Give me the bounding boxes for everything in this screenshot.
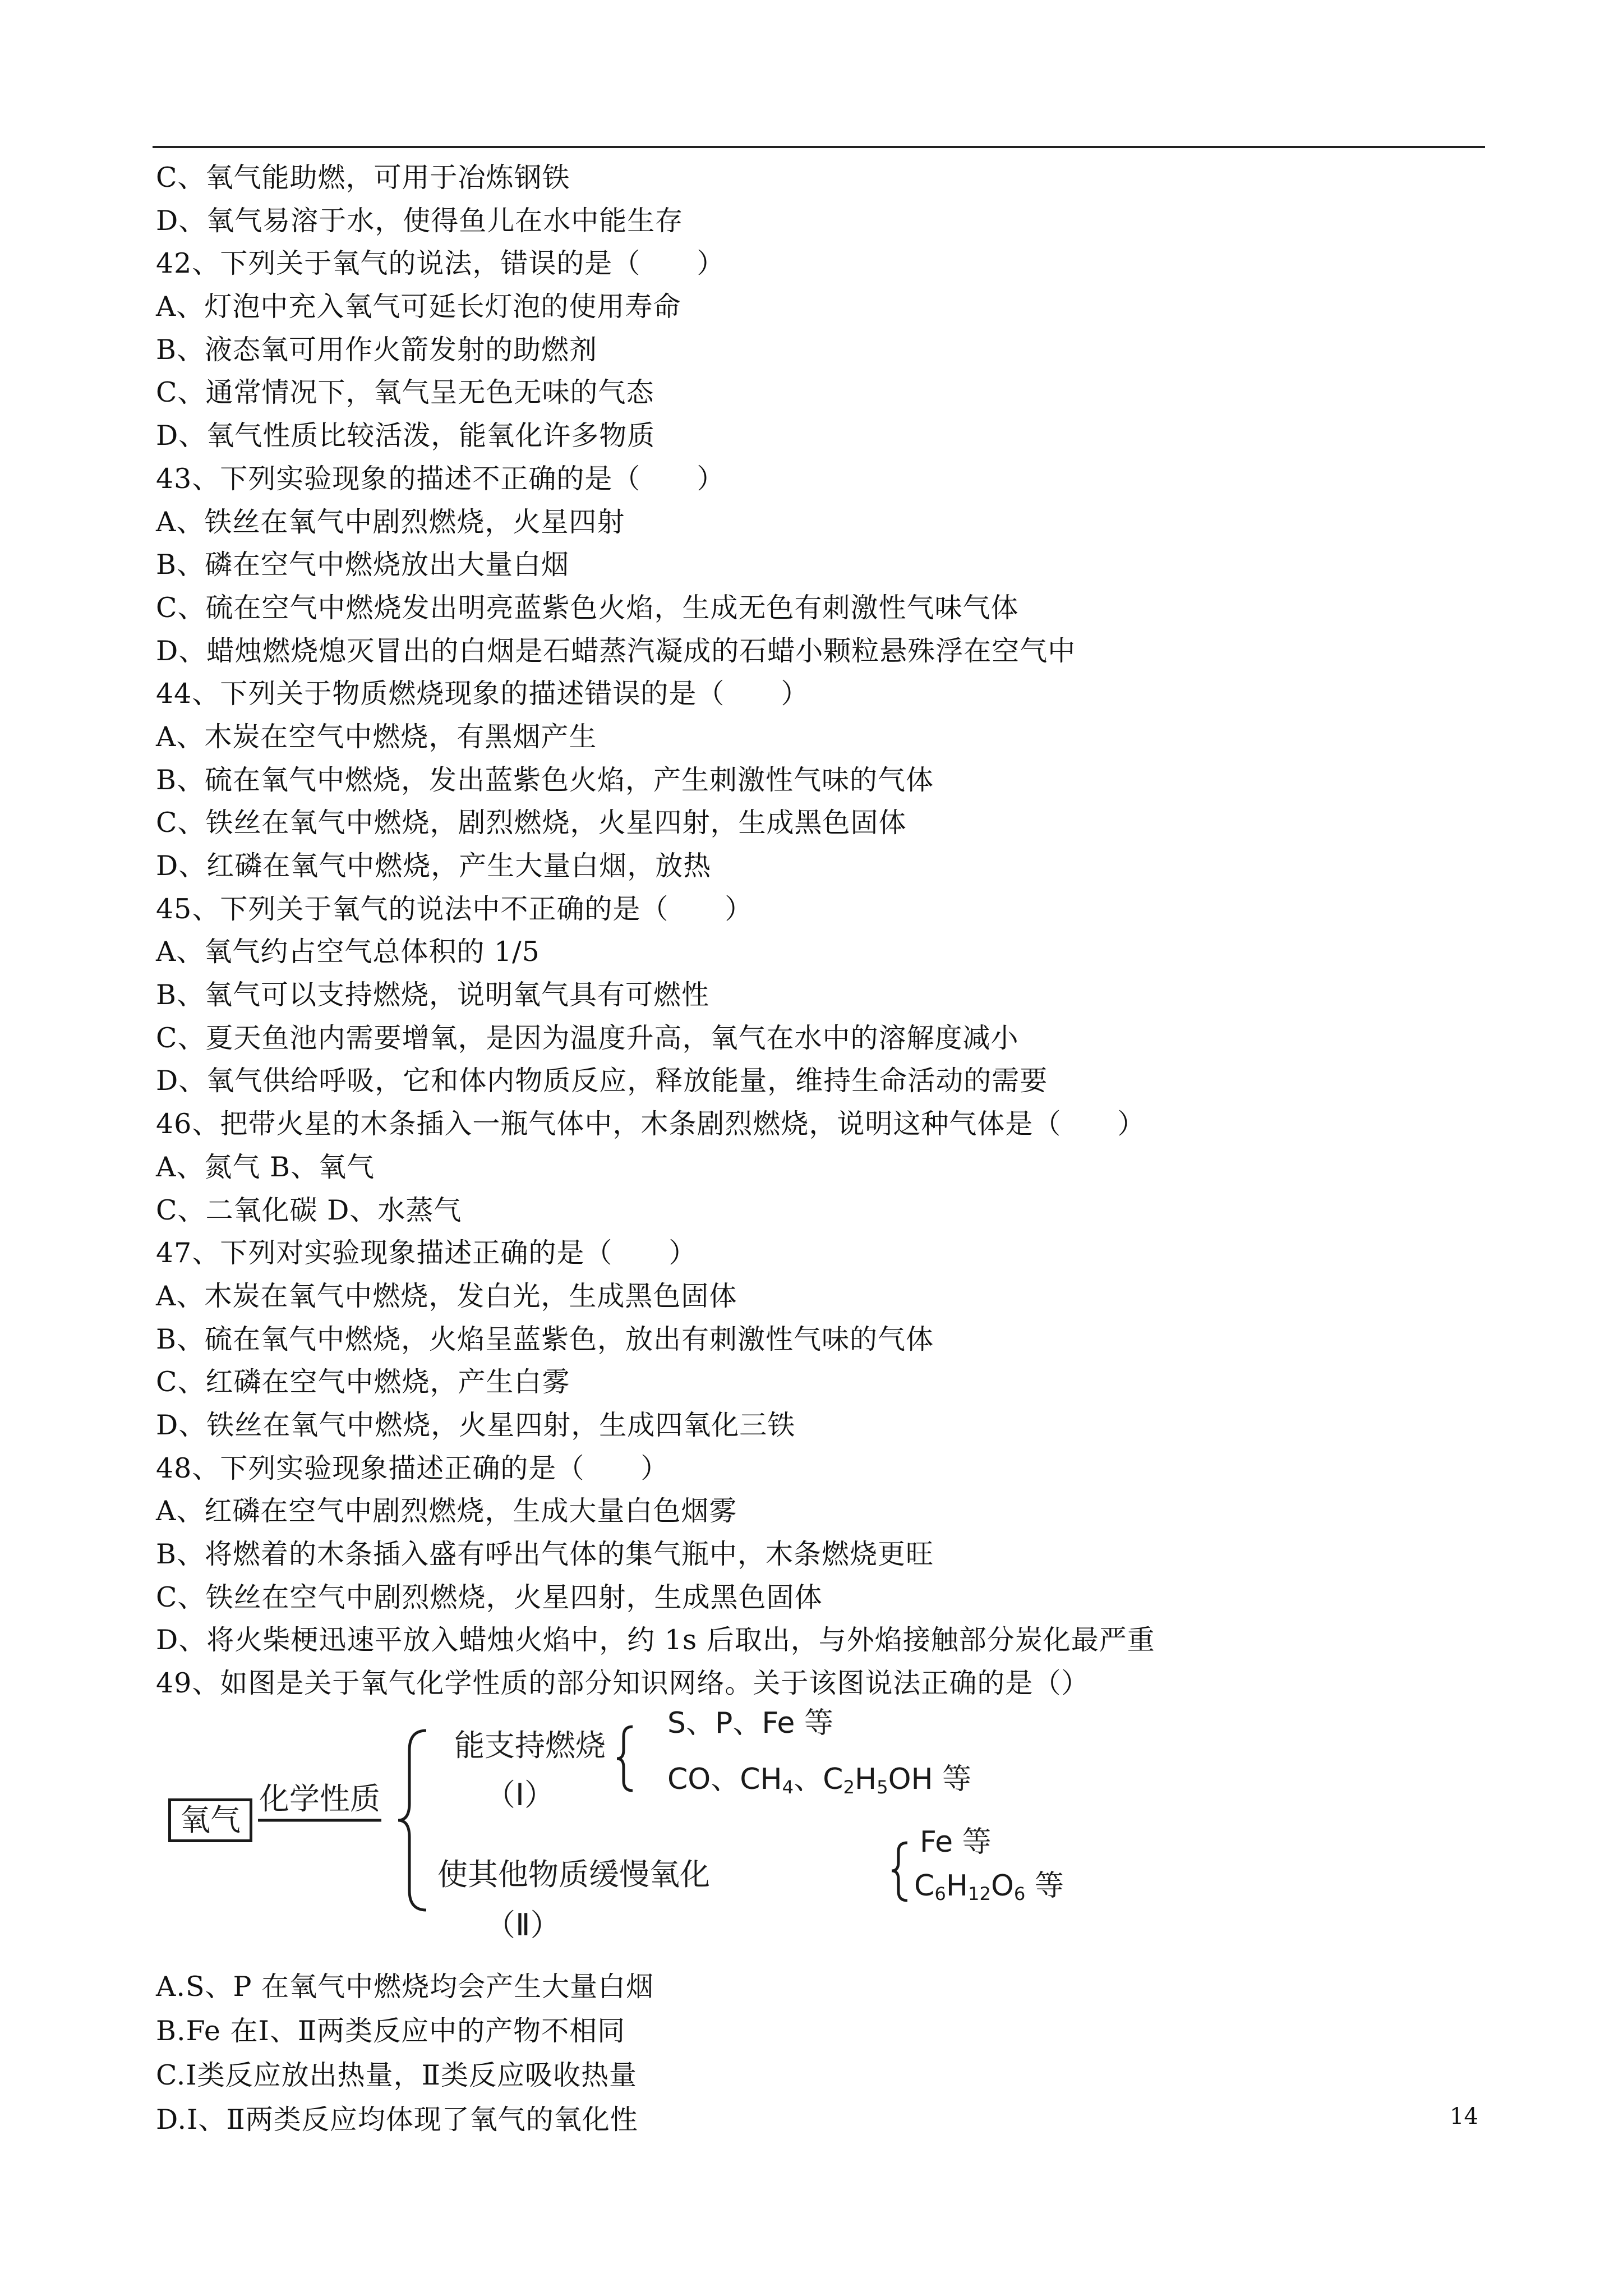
oxygen-root-box [168,1798,252,1842]
text-line: D、氧气易溶于水，使得鱼儿在水中能生存 [156,204,684,237]
option-c: C.Ⅰ类反应放出热量，Ⅱ类反应吸收热量 [156,2059,637,2091]
lower-bracket [892,1843,907,1901]
page-number: 14 [1450,2104,1478,2129]
text-line: C、铁丝在氧气中燃烧，剧烈燃烧，火星四射，生成黑色固体 [156,807,907,839]
option-d: D.Ⅰ、Ⅱ两类反应均体现了氧气的氧化性 [156,2104,638,2136]
text-line: A、铁丝在氧气中剧烈燃烧，火星四射 [156,505,625,538]
question-stem-42: 42、下列关于氧气的说法，错误的是（ ） [156,247,725,280]
text-line: D、铁丝在氧气中燃烧，火星四射，生成四氧化三铁 [156,1409,796,1441]
text-line: C、通常情况下，氧气呈无色无味的气态 [156,376,654,409]
supports-combustion-label: 能支持燃烧 [454,1728,606,1763]
text-line: D、蜡烛燃烧熄灭冒出的白烟是石蜡蒸汽凝成的石蜡小颗粒悬殊浮在空气中 [156,634,1076,667]
text-line: A、木炭在氧气中燃烧，发白光，生成黑色固体 [156,1280,737,1312]
text-line: C、夏天鱼池内需要增氧，是因为温度升高，氧气在水中的溶解度减小 [156,1022,1019,1054]
text-line: A、氧气约占空气总体积的 1/5 [156,936,540,968]
text-line: A、红磷在空气中剧烈燃烧，生成大量白色烟雾 [156,1495,737,1527]
answer-options-49 [156,1964,1479,2142]
question-stem-49: 49、如图是关于氧气化学性质的部分知识网络。关于该图说法正确的是（） [156,1667,1090,1700]
upper-item-1: S、P、Fe 等 [667,1706,833,1740]
chemical-properties-label: 化学性质 [259,1781,380,1816]
text-line: D、氧气供给呼吸，它和体内物质反应，释放能量，维持生命活动的需要 [156,1065,1048,1097]
oxygen-properties-diagram [163,1705,1064,1952]
option-a: A.S、P 在氧气中燃烧均会产生大量白烟 [156,1971,654,2003]
question-stem-44: 44、下列关于物质燃烧现象的描述错误的是（ ） [156,678,809,710]
text-line: B、硫在氧气中燃烧，发出蓝紫色火焰，产生刺激性气味的气体 [156,763,934,796]
text-line: A、木炭在空气中燃烧，有黑烟产生 [156,720,597,753]
oxygen-root-label: 氧气 [180,1802,241,1838]
text-line: C、铁丝在空气中剧烈燃烧，火星四射，生成黑色固体 [156,1581,823,1613]
upper-bracket [617,1727,633,1791]
lower-item-1: Fe 等 [920,1825,992,1859]
question-stem-46: 46、把带火星的木条插入一瓶气体中，木条剧烈燃烧，说明这种气体是（ ） [156,1108,1146,1140]
header-rule [153,146,1485,148]
text-line: D、红磷在氧气中燃烧，产生大量白烟，放热 [156,850,712,882]
text-line: D、氧气性质比较活泼，能氧化许多物质 [156,420,656,452]
lower-item-2: $C_6H_{12}O_6$ 等 [914,1869,1064,1905]
text-line: A、氮气 B、氧气 [156,1151,375,1183]
slow-oxidation-label: 使其他物质缓慢氧化 [437,1857,710,1892]
text-line: A、灯泡中充入氧气可延长灯泡的使用寿命 [156,291,681,323]
text-line: C、氧气能助燃，可用于冶炼钢铁 [156,162,570,194]
category-ii-label: （Ⅱ） [485,1907,561,1943]
text-line: D、将火柴梗迅速平放入蜡烛火焰中，约 1s 后取出，与外焰接触部分炭化最严重 [156,1624,1155,1657]
text-line: B、硫在氧气中燃烧，火焰呈蓝紫色，放出有刺激性气味的气体 [156,1323,934,1355]
text-line: B、氧气可以支持燃烧，说明氧气具有可燃性 [156,979,710,1011]
main-bracket [398,1731,426,1910]
upper-item-2: CO、$CH_4$、$C_2H_5OH$ 等 [667,1763,972,1798]
text-line: B、将燃着的木条插入盛有呼出气体的集气瓶中，木条燃烧更旺 [156,1538,934,1570]
question-stem-48: 48、下列实验现象描述正确的是（ ） [156,1452,669,1484]
text-line: B、液态氧可用作火箭发射的助燃剂 [156,333,598,366]
question-stem-47: 47、下列对实验现象描述正确的是（ ） [156,1237,697,1269]
text-line: C、硫在空气中燃烧发出明亮蓝紫色火焰，生成无色有刺激性气味气体 [156,591,1019,624]
category-i-label: （Ⅰ） [485,1777,555,1812]
question-lines [156,157,1479,1705]
text-line: B、磷在空气中燃烧放出大量白烟 [156,549,570,581]
question-stem-43: 43、下列实验现象的描述不正确的是（ ） [156,462,725,495]
text-line: C、红磷在空气中燃烧，产生白雾 [156,1366,570,1398]
question-stem-45: 45、下列关于氧气的说法中不正确的是（ ） [156,892,753,925]
option-b: B.Fe 在Ⅰ、Ⅱ两类反应中的产物不相同 [156,2015,626,2047]
text-line: C、二氧化碳 D、水蒸气 [156,1194,462,1226]
